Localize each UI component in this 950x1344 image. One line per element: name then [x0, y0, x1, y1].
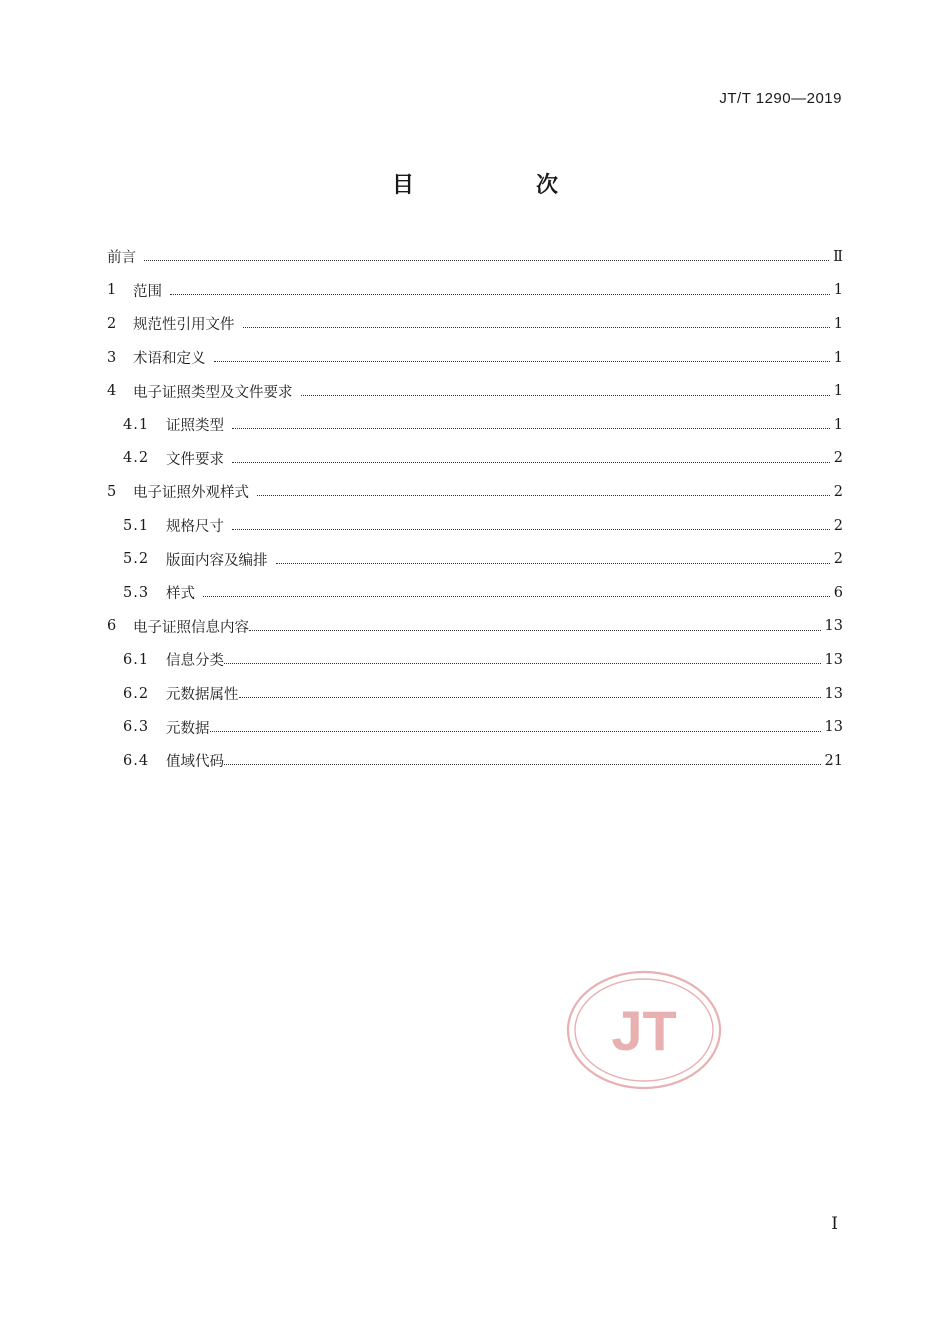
toc-page-number: 1	[833, 349, 843, 366]
toc-label: 值域代码	[166, 754, 224, 771]
toc-page-number: 13	[824, 618, 843, 635]
toc-leader-dots	[224, 663, 821, 664]
toc-page-number: 2	[833, 551, 843, 568]
toc-leader-dots	[214, 361, 830, 362]
toc-number: 5.1	[123, 517, 150, 534]
toc-leader-dots	[276, 563, 830, 564]
toc-leader-dots	[239, 697, 821, 698]
toc-entry-4[interactable]	[107, 374, 843, 408]
toc-page-number: Ⅱ	[833, 248, 843, 265]
toc-number: 4	[107, 383, 117, 400]
toc-label: 元数据	[166, 720, 210, 737]
toc-page-number: 2	[833, 517, 843, 534]
toc-entry-2[interactable]	[107, 307, 843, 341]
toc-number: 4.2	[123, 450, 150, 467]
toc-entry-4-1[interactable]	[107, 408, 843, 442]
toc-label: 文件要求	[166, 451, 224, 468]
toc-entry-5-1[interactable]	[107, 509, 843, 543]
toc-entry-6[interactable]	[107, 610, 843, 644]
toc-number: 2	[107, 315, 117, 332]
toc-page-number: 6	[833, 584, 843, 601]
toc-entry-5-3[interactable]	[107, 576, 843, 610]
toc-entry-6-3[interactable]	[107, 710, 843, 744]
toc-label: 范围	[133, 283, 162, 300]
toc-number: 6.2	[123, 685, 150, 702]
toc-leader-dots	[170, 294, 830, 295]
toc-label: 电子证照信息内容	[133, 619, 249, 636]
toc-entry-5[interactable]	[107, 475, 843, 509]
toc-label: 电子证照类型及文件要求	[133, 384, 293, 401]
toc-label: 术语和定义	[133, 351, 206, 368]
toc-leader-dots	[210, 731, 821, 732]
toc-entry-foreword[interactable]	[107, 240, 843, 274]
toc-leader-dots	[232, 462, 830, 463]
toc-number: 5	[107, 483, 117, 500]
toc-page-number: 1	[833, 383, 843, 400]
standard-code: JT/T 1290—2019	[719, 90, 842, 107]
toc-leader-dots	[301, 395, 830, 396]
page-title: 目 次	[391, 173, 608, 198]
toc-number: 3	[107, 349, 117, 366]
toc-entry-3[interactable]	[107, 341, 843, 375]
toc-number: 5.2	[123, 551, 150, 568]
toc-leader-dots	[224, 764, 821, 765]
toc-page-number: 13	[824, 685, 843, 702]
toc-label: 信息分类	[166, 653, 224, 670]
toc-label: 规格尺寸	[166, 519, 224, 536]
toc-number: 5.3	[123, 584, 150, 601]
toc-label: 样式	[166, 586, 195, 603]
toc-leader-dots	[243, 327, 830, 328]
toc-label: 元数据属性	[166, 687, 239, 704]
toc-number: 6.4	[123, 752, 150, 769]
toc-leader-dots	[203, 596, 830, 597]
toc-number: 1	[107, 282, 117, 299]
toc-label: 电子证照外观样式	[133, 485, 249, 502]
toc-page-number: 1	[833, 282, 843, 299]
toc-page-number: 1	[833, 315, 843, 332]
toc-entry-6-1[interactable]	[107, 643, 843, 677]
watermark-text: JT	[611, 999, 677, 1062]
toc-leader-dots	[144, 260, 829, 261]
toc-entry-6-2[interactable]	[107, 677, 843, 711]
toc-entry-4-2[interactable]	[107, 442, 843, 476]
toc-entry-5-2[interactable]	[107, 542, 843, 576]
toc-page-number: 1	[833, 416, 843, 433]
table-of-contents	[107, 240, 843, 778]
page-folio: Ⅰ	[831, 1214, 838, 1234]
toc-number: 6	[107, 618, 117, 635]
toc-page-number: 13	[824, 719, 843, 736]
toc-page-number: 2	[833, 483, 843, 500]
toc-number: 6.3	[123, 719, 150, 736]
toc-label: 证照类型	[166, 418, 224, 435]
toc-leader-dots	[232, 529, 830, 530]
toc-page-number: 21	[824, 752, 843, 769]
toc-leader-dots	[257, 495, 830, 496]
toc-number: 4.1	[123, 416, 150, 433]
toc-label: 版面内容及编排	[166, 552, 268, 569]
toc-page-number: 13	[824, 651, 843, 668]
toc-entry-1[interactable]	[107, 274, 843, 308]
toc-leader-dots	[249, 630, 821, 631]
jt-watermark-logo	[566, 970, 722, 1090]
toc-label: 前言	[107, 250, 136, 267]
toc-entry-6-4[interactable]	[107, 744, 843, 778]
toc-page-number: 2	[833, 450, 843, 467]
toc-number: 6.1	[123, 651, 150, 668]
toc-leader-dots	[232, 428, 830, 429]
toc-label: 规范性引用文件	[133, 317, 235, 334]
